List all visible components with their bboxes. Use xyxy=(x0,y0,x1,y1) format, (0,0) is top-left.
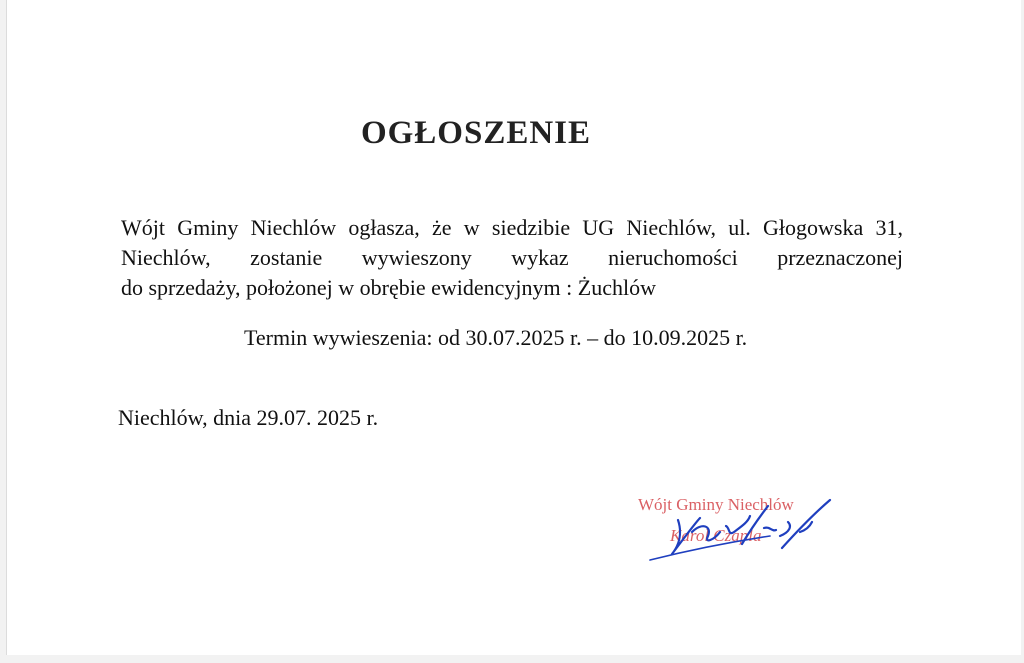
posting-term: Termin wywieszenia: od 30.07.2025 r. – do 10.09.2025 r. xyxy=(244,325,748,350)
stamp-name: Karol Czapla xyxy=(670,526,762,545)
paragraph-line: do sprzedaży, położonej w obrębie ewidencyjnym : Żuchlów xyxy=(121,275,656,300)
document-title-text: OGŁOSZENIE xyxy=(360,115,592,151)
paragraph-line: Wójt Gminy Niechlów ogłasza, że w siedzibie UG Niechlów, ul. Głogowska 31, xyxy=(121,215,903,240)
stamp-title: Wójt Gminy Niechlów xyxy=(638,495,794,514)
handwritten-signature xyxy=(630,492,850,562)
announcement-paragraph xyxy=(121,213,903,303)
document-title xyxy=(0,115,1024,152)
place-and-date: Niechlów, dnia 29.07. 2025 r. xyxy=(118,405,379,430)
official-stamp xyxy=(630,492,850,562)
paragraph-line: Niechlów, zostanie wywieszony wykaz nieruchomości przeznaczonej xyxy=(121,245,903,270)
